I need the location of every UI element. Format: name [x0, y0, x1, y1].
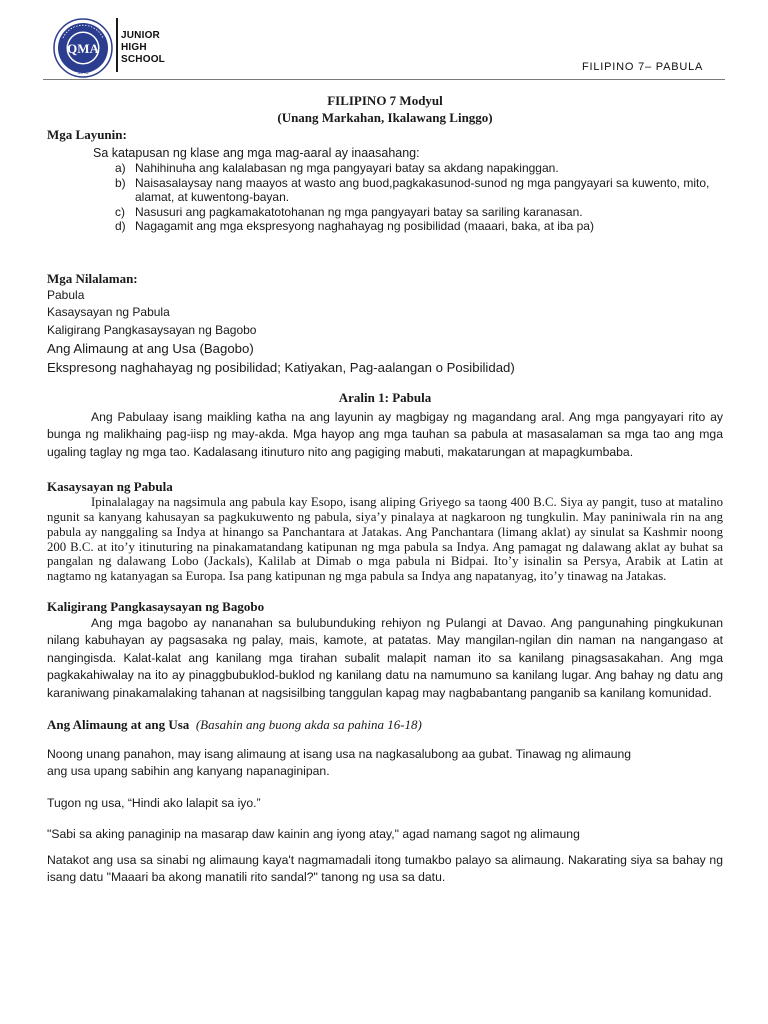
- story-paragraph-4: Natakot ang usa sa sinabi ng alimaung kaya't nagmamadali itong tumakbo palayo sa alimaung. Nakarating siya sa bahay ng isang datu "Maaari ba akong manatili rito sandal?" tanong ng usa sa datu.: [47, 852, 723, 885]
- svg-text:QMA: QMA: [67, 41, 99, 56]
- story-heading: [47, 716, 723, 733]
- objective-item: d) Nagagamit ang mga ekspresyong naghahayag ng posibilidad (maaari, baka, at iba pa): [115, 219, 594, 233]
- story-title: Ang Alimaung at ang Usa: [47, 717, 190, 733]
- contents-item: Pabula: [47, 287, 85, 302]
- objective-item: c) Nasusuri ang pagkamakatotohanan ng mga pangyayari batay sa sariling karanasan.: [115, 204, 583, 219]
- document-body: [47, 92, 723, 886]
- bagobo-paragraph: Ang mga bagobo ay nananahan sa bulubunduking rehiyon ng Pulangi at Davao. Ang pangunahing pingkukunan nilang kabuhayan ay pagsasaka ng palay, mais, kamote, at patatas. May mangilan-ngilan din naman na nangangaso at nangingisda. Kalat-kalat ang kanilang mga tirahan subalit malapit naman ito sa kanilang pinagsasakahan. Ang mga pagkakahiwalay na ito ay pinaggbubuklod-buklod ng kanilang datu na namumuno sa kanilang lugar. Ang bahay ng datu ang karaniwang pinakamalaking tahanan at nagsisilbing tanggulan kapag may nagbabantang panganib sa kanilang komunidad.: [47, 616, 723, 700]
- page-header: [0, 0, 768, 90]
- story-reading-note: (Basahin ang buong akda sa pahina 16-18): [195, 717, 422, 733]
- school-name-line1: JUNIOR: [121, 30, 160, 41]
- school-name-line3: SCHOOL: [121, 54, 165, 65]
- contents-item: Kaligirang Pangkasaysayan ng Bagobo: [47, 322, 257, 337]
- contents-heading: Mga Nilalaman:: [47, 270, 138, 286]
- school-name-line2: HIGH: [121, 42, 147, 53]
- subject-label: FILIPINO 7– PABULA: [582, 61, 704, 73]
- story-paragraph-2: Tugon ng usa, “Hindi ako lalapit sa iyo.”: [47, 795, 261, 810]
- contents-item: Ang Alimaung at ang Usa (Bagobo): [47, 341, 254, 356]
- logo-divider: [116, 18, 118, 72]
- school-name: [121, 30, 165, 66]
- svg-text:1945: 1945: [77, 70, 89, 76]
- module-title: FILIPINO 7 Modyul: [327, 93, 443, 108]
- story-paragraph-3: "Sabi sa aking panaginip na masarap daw kainin ang iyong atay," agad namang sagot ng alimaung: [47, 827, 580, 842]
- story-paragraph-1: Noong unang panahon, may isang alimaung at isang usa na nagkasalubong aa gubat. Tinawag ng alimaung ang usa upang sabihin ang kanyang napanaginipan.: [47, 747, 632, 779]
- bagobo-heading: Kaligirang Pangkasaysayan ng Bagobo: [47, 599, 265, 614]
- history-paragraph: Ipinalalagay na nagsimula ang pabula kay Esopo, isang aliping Griyego sa taong 400 B.C. Siya ay pangit, tuso at matalino ngunit sa kanyang kahusayan sa pagkukuwento ng pabula, siya’y pinalaya at nagkaroon ng tungkulin. May paniniwala rin na ang pabula ay nanggaling sa Indya at hinango sa Panchantara at Jatakas. Ang Panchantara (limang aklat) ay sinulat sa Kashmir noong 200 B.C. at ito’y itinuturing na pinakamatandang katipunan ng mga pabula sa Indya. Ang pamagat ng dalawang aklat ay buhat sa pangalan ng dalawang Lobo (Jackals), Kalilab at Dimab o mga pabula ni Bidpai. Ito’y isinalin sa Persya, Arabik at Latin at nagtamo ng katanyagan sa Europa. Isa pang katipunan ng mga pabula sa Indya ang napatanyag, ito’y tinawag na Jatakas.: [47, 495, 723, 584]
- contents-item: Ekspresong naghahayag ng posibilidad; Katiyakan, Pag-aalangan o Posibilidad): [47, 360, 515, 375]
- header-rule: [43, 79, 725, 80]
- objective-item: b) Naisasalaysay nang maayos at wasto ang buod,pagkakasunod-sunod ng mga pangyayari sa kuwento, mito, alamat, at kuwentong-bayan.: [115, 175, 710, 204]
- history-heading: Kasaysayan ng Pabula: [47, 479, 173, 495]
- lesson-heading: Aralin 1: Pabula: [338, 390, 432, 405]
- lesson-paragraph: Ang Pabulaay isang maikling katha na ang layunin ay magbigay ng magandang aral. Ang mga pangyayari rito ay bunga ng malikhaing pag-iisp ng may-akda. Mga hayop ang mga tauhan sa pabula at masasalaman sa mga tao ang mga ugaling taglay ng mga tao. Kadalasang itinuturo nito ang pagiging mabuti, makatarungan at mapagkumbaba.: [47, 410, 723, 459]
- objectives-heading: Mga Layunin:: [47, 127, 127, 142]
- module-subtitle: (Unang Markahan, Ikalawang Linggo): [277, 110, 493, 125]
- school-seal-logo: [53, 18, 113, 78]
- objectives-list: [47, 161, 723, 234]
- objectives-intro: Sa katapusan ng klase ang mga mag-aaral ay inaasahang:: [93, 146, 420, 160]
- contents-item: Kasaysayan ng Pabula: [47, 305, 170, 319]
- objective-item: a) Nahihinuha ang kalalabasan ng mga pangyayari batay sa akdang napakinggan.: [115, 161, 559, 175]
- contents-list: [47, 287, 723, 378]
